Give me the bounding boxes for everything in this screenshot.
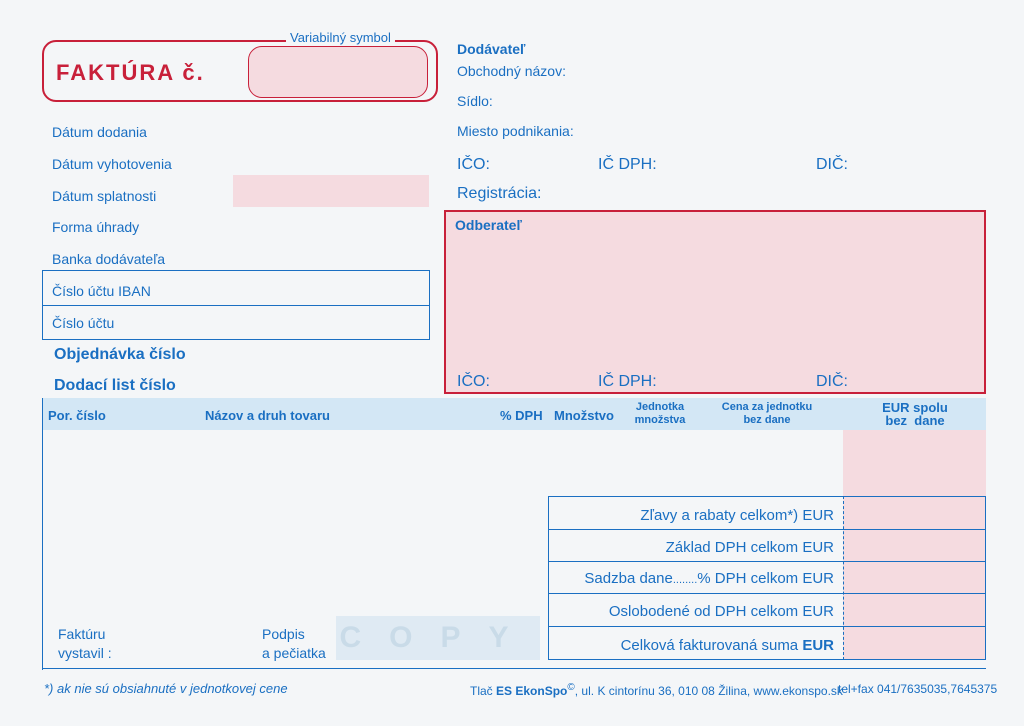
summary-row-divider-1 [548, 529, 986, 530]
iban-label: Číslo účtu IBAN [52, 283, 151, 299]
vat-rate-prefix: Sadzba dane [584, 570, 673, 587]
print-prefix: Tlač [470, 684, 493, 698]
copy-stamp: COPY [336, 616, 540, 660]
total-label-text: Celková fakturovaná suma [620, 637, 799, 654]
col-quantity: Množstvo [554, 408, 614, 423]
customer-ico-label: IČO: [457, 373, 490, 390]
vat-base-label: Základ DPH celkom EUR [665, 539, 834, 556]
col-unit-line1: Jednotka [635, 401, 685, 413]
total-currency: EUR [802, 637, 834, 654]
customer-box[interactable] [444, 210, 986, 394]
issued-by-line2: vystavil : [58, 645, 112, 661]
col-eur-total-line2: bez dane [885, 413, 945, 428]
brand-mark: © [567, 682, 575, 693]
col-unit [625, 401, 695, 427]
supplier-ico-label: IČO: [457, 156, 490, 173]
issue-date-label: Dátum vyhotovenia [52, 156, 172, 172]
discounts-label: Zľavy a rabaty celkom*) EUR [640, 507, 834, 524]
footer-note: *) ak nie sú obsiahnuté v jednotkovej cene [44, 681, 288, 696]
account-divider [42, 305, 430, 306]
summary-amount-separator [843, 496, 844, 660]
summary-row-divider-4 [548, 626, 986, 627]
eur-total-column-field[interactable] [843, 430, 986, 498]
order-no-label: Objednávka číslo [54, 346, 186, 363]
col-item-name: Názov a druh tovaru [205, 408, 330, 423]
col-unit-price-line2: bez dane [743, 414, 791, 426]
supplier-dic-label: DIČ: [816, 156, 848, 173]
supplier-heading: Dodávateľ [457, 41, 526, 57]
invoice-title: FAKTÚRA č. [56, 60, 205, 85]
variable-symbol-field[interactable] [248, 46, 428, 98]
brand-name: EkonSpo [515, 684, 568, 698]
col-unit-price-line1: Cena za jednotku [721, 401, 813, 413]
customer-heading: Odberateľ [455, 217, 522, 233]
delivery-date-label: Dátum dodania [52, 124, 147, 140]
signature-line2: a pečiatka [262, 645, 326, 661]
delivery-note-label: Dodací list číslo [54, 377, 176, 394]
table-left-border [42, 398, 43, 670]
supplier-business-name-label: Obchodný názov: [457, 63, 566, 79]
vat-rate-label [584, 570, 834, 587]
supplier-registration-label: Registrácia: [457, 185, 542, 202]
col-item-no: Por. číslo [48, 408, 106, 423]
vat-rate-suffix: % DPH celkom EUR [697, 570, 834, 587]
supplier-seat-label: Sídlo: [457, 93, 493, 109]
signature-line1: Podpis [262, 626, 305, 642]
account-label: Číslo účtu [52, 315, 115, 331]
payment-form-label: Forma úhrady [52, 219, 140, 235]
summary-row-divider-2 [548, 561, 986, 562]
customer-icdph-label: IČ DPH: [598, 373, 657, 390]
col-vat-pct: % DPH [500, 408, 543, 423]
variable-symbol-label: Variabilný symbol [286, 30, 395, 45]
supplier-icdph-label: IČ DPH: [598, 156, 657, 173]
summary-row-divider-3 [548, 593, 986, 594]
ekonspo-logo-icon: ES [496, 684, 513, 698]
supplier-place-label: Miesto podnikania: [457, 123, 574, 139]
supplier-bank-label: Banka dodávateľa [52, 251, 166, 267]
printer-address: , ul. K cintorínu 36, 010 08 Žilina, www.ekonspo.sk [574, 684, 843, 698]
col-unit-line2: množstva [634, 414, 686, 426]
due-date-label: Dátum splatnosti [52, 188, 157, 204]
exempt-label: Oslobodené od DPH celkom EUR [608, 603, 834, 620]
table-bottom-border [42, 668, 986, 669]
due-date-field[interactable] [233, 175, 429, 207]
col-unit-price [710, 401, 824, 427]
footer-printer [470, 682, 843, 698]
total-label [621, 637, 834, 654]
col-eur-total-line1: EUR spolu [882, 400, 948, 415]
footer-phone: tel+fax 041/7635035,7645375 [838, 682, 998, 696]
vat-rate-dots[interactable]: ........ [672, 574, 698, 586]
items-body-area[interactable] [43, 430, 843, 496]
customer-dic-label: DIČ: [816, 373, 848, 390]
issued-by-line1: Faktúru [58, 626, 106, 642]
col-eur-total [860, 401, 970, 427]
